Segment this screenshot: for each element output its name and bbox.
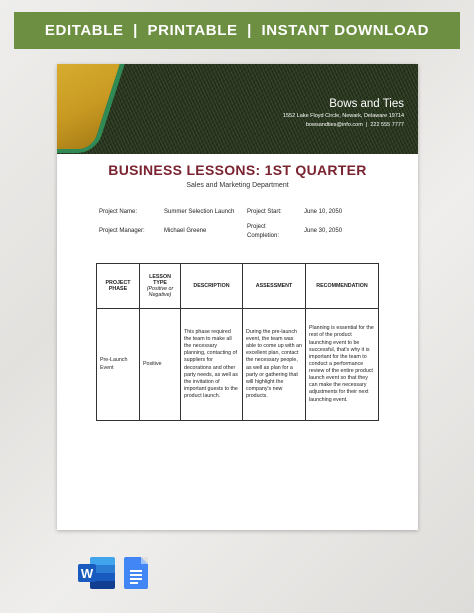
ribbon-fabric-graphic xyxy=(57,64,128,153)
header-image xyxy=(57,64,418,154)
col-header-phase: PROJECT PHASE xyxy=(97,264,140,309)
project-name-value: Summer Selection Launch xyxy=(164,209,235,215)
word-icon: W xyxy=(78,557,116,589)
cell-phase: Pre-Launch Event xyxy=(97,309,140,421)
project-completion-label: Project Completion: xyxy=(247,224,280,239)
project-start-value: June 10, 2050 xyxy=(304,209,343,215)
project-start-label: Project Start: xyxy=(247,209,282,215)
col-header-recommendation: RECOMMENDATION xyxy=(306,264,379,309)
cell-description: This phase required the team to make all the necessary planning, contacting of suppliers for decorations and other party needs, as well as the invitation of important guests to the product launch. xyxy=(181,309,243,421)
promo-banner xyxy=(14,12,460,49)
company-address: 1552 Lake Floyd Circle, Newark, Delaware 19714 xyxy=(282,113,404,119)
col-header-assessment: ASSESSMENT xyxy=(243,264,306,309)
company-info xyxy=(283,98,404,128)
google-docs-icon xyxy=(124,557,148,589)
table-header-row xyxy=(97,264,379,309)
document-subtitle: Sales and Marketing Department xyxy=(186,182,289,189)
project-manager-value: Michael Greene xyxy=(164,228,207,234)
document-title: BUSINESS LESSONS: 1ST QUARTER xyxy=(108,162,367,178)
cell-assessment: During the pre-launch event, the team was able to come up with an excellent plan, contact the necessary people, as well as plan for a party or gathering that will highlight the company's new products. xyxy=(243,309,306,421)
company-contact: bowsandties@info.com | 222 555 7777 xyxy=(305,122,404,128)
lessons-table xyxy=(96,263,379,421)
banner-text: EDITABLE | PRINTABLE | INSTANT DOWNLOAD xyxy=(44,22,430,39)
company-name: Bows and Ties xyxy=(329,98,404,110)
col-header-lesson-type: LESSON TYPE (Positive or Negative) xyxy=(140,264,181,309)
cell-lesson-type: Positive xyxy=(140,309,181,421)
table-row xyxy=(97,309,379,421)
col-header-description: DESCRIPTION xyxy=(181,264,243,309)
lesson-type-note: (Positive or Negative) xyxy=(146,286,174,298)
project-manager-label: Project Manager: xyxy=(99,228,145,234)
project-completion-value: June 30, 2050 xyxy=(304,228,343,234)
document-preview xyxy=(57,64,418,530)
cell-recommendation: Planning is essential for the rest of the product launching event to be successful, that's why it is important for the team to conduct a performance review of the entire product launch event so that they can make the necessary adjustments for their next launching event. xyxy=(306,309,379,421)
project-name-label: Project Name: xyxy=(99,209,138,215)
compatible-apps xyxy=(78,557,148,589)
